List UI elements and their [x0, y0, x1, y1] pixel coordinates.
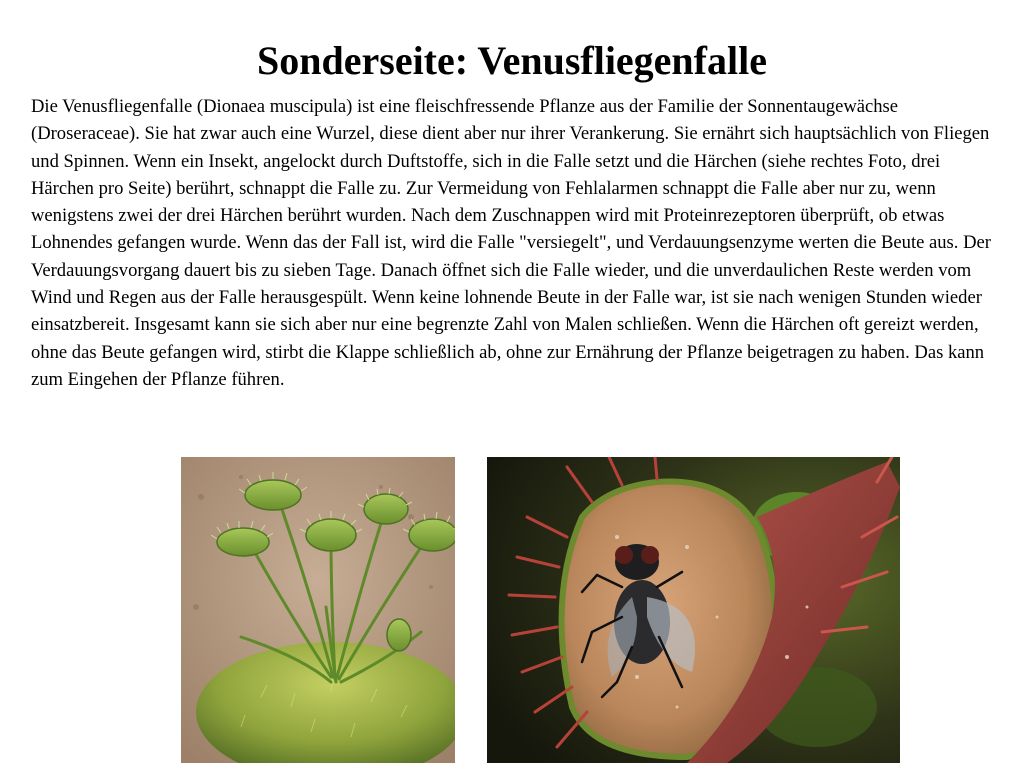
photo-fly-in-trap: [487, 457, 900, 763]
page-title: Sonderseite: Venusfliegenfalle: [257, 38, 767, 83]
body-paragraph: Die Venusfliegenfalle (Dionaea muscipula) ist eine fleischfressende Pflanze aus der Familie der Sonnentaugewächse (Droseraceae). Sie hat zwar auch eine Wurzel, diese dient aber nur ihrer Verankerung. Sie ernährt sich hauptsächlich von Fliegen und Spinnen. Wenn ein Insekt, angelockt durch Duftstoffe, sich in die Falle setzt und die Härchen (siehe rechtes Foto, drei Härchen pro Seite) berührt, schnappt die Falle zu. Zur Vermeidung von Fehlalarmen schnappt die Falle aber nur zu, wenn wenigstens zwei der drei Härchen berührt wurden. Nach dem Zuschnappen wird mit Proteinrezeptoren überprüft, ob etwas Lohnendes gefangen wurde. Wenn das der Fall ist, wird die Falle "versiegelt", und Verdauungsenzyme werten die Beute aus. Der Verdauungsvorgang dauert bis zu sieben Tage. Danach öffnet sich die Falle wieder, und die unverdaulichen Reste werden vom Wind und Regen aus der Falle herausgespült. Wenn keine lohnende Beute in der Falle war, ist sie nach wenigen Stunden wieder einsatzbereit. Insgesamt kann sie sich aber nur eine begrenzte Zahl von Malen schließen. Wenn die Härchen oft gereizt werden, ohne das Beute gefangen wird, stirbt die Klappe schließlich ab, ohne zur Ernährung der Pflanze beigetragen zu haben. Das kann zum Eingehen der Pflanze führen.: [31, 96, 991, 390]
photo-venus-flytrap-plant: [181, 457, 455, 763]
